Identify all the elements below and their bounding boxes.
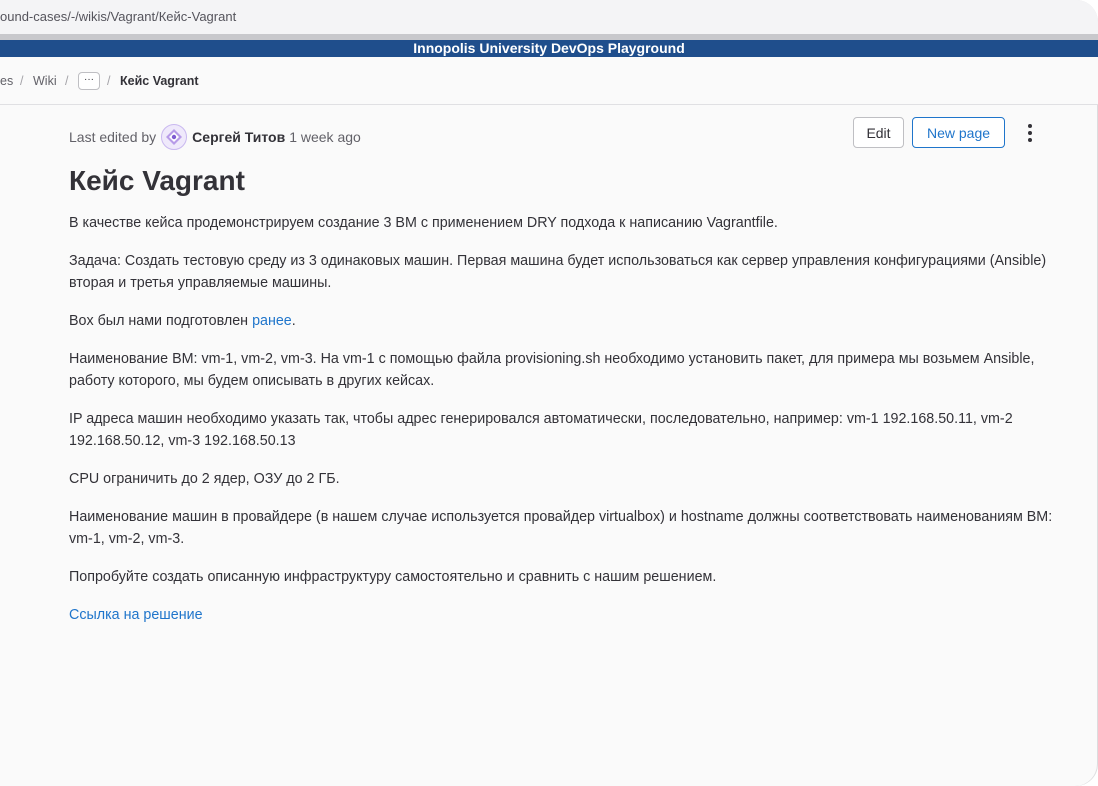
earlier-link[interactable]: ранее	[252, 313, 292, 329]
new-page-button[interactable]: New page	[912, 117, 1005, 148]
paragraph	[69, 604, 1069, 626]
more-actions-icon[interactable]	[1019, 120, 1041, 146]
edited-time: 1 week ago	[289, 129, 361, 145]
paragraph: Наименование ВМ: vm-1, vm-2, vm-3. На vm-1 с помощью файла provisioning.sh необходимо установить пакет, для примера мы возьмем Ansible, работу которого, мы будем описывать в других кейсах.	[69, 351, 1035, 389]
breadcrumb-separator: /	[20, 74, 24, 88]
address-bar[interactable]	[0, 0, 1098, 35]
breadcrumb-item-project[interactable]: es	[0, 74, 14, 88]
paragraph-end: .	[291, 313, 296, 329]
solution-link[interactable]: Ссылка на решение	[69, 607, 203, 623]
avatar-pattern-icon	[165, 128, 183, 146]
paragraph-text: Box был нами подготовлен	[69, 313, 249, 329]
author-name[interactable]: Сергей Титов	[192, 129, 286, 145]
breadcrumb	[0, 57, 1098, 105]
avatar[interactable]	[161, 124, 187, 150]
paragraph	[69, 310, 1069, 332]
wiki-content	[69, 212, 1069, 642]
breadcrumb-expand-button[interactable]: ···	[78, 72, 100, 90]
breadcrumb-current[interactable]: Кейс Vagrant	[120, 74, 199, 88]
edit-button[interactable]: Edit	[853, 117, 904, 148]
system-header-banner: Innopolis University DevOps Playground	[0, 40, 1098, 57]
paragraph: Задача: Создать тестовую среду из 3 одинаковых машин. Первая машина будет использоваться как сервер управления конфигурациями (Ansible) вторая и третья управляемые машины.	[69, 253, 1047, 291]
breadcrumb-item-wiki[interactable]: Wiki	[33, 74, 57, 88]
paragraph: Попробуйте создать описанную инфраструктуру самостоятельно и сравнить с нашим решением.	[69, 569, 717, 585]
paragraph: Наименование машин в провайдере (в нашем случае используется провайдер virtualbox) и hostname должны соответствовать наименованиям ВМ: vm-1, vm-2, vm-3.	[69, 509, 1053, 547]
paragraph: В качестве кейса продемонстрируем создание 3 ВМ с применением DRY подхода к написанию Vagrantfile.	[69, 215, 778, 231]
paragraph: CPU ограничить до 2 ядер, ОЗУ до 2 ГБ.	[69, 471, 340, 487]
breadcrumb-separator: /	[65, 74, 69, 88]
breadcrumb-separator: /	[107, 74, 111, 88]
last-edited-info	[69, 125, 361, 149]
paragraph: IP адреса машин необходимо указать так, чтобы адрес генерировался автоматически, последовательно, например: vm-1 192.168.50.11, vm-2 192.168.50.12, vm-3 192.168.50.13	[69, 411, 1013, 449]
page-title: Кейс Vagrant	[69, 165, 245, 196]
last-edited-label: Last edited by	[69, 129, 157, 145]
url-text[interactable]: ound-cases/-/wikis/Vagrant/Кейс-Vagrant	[0, 9, 237, 24]
